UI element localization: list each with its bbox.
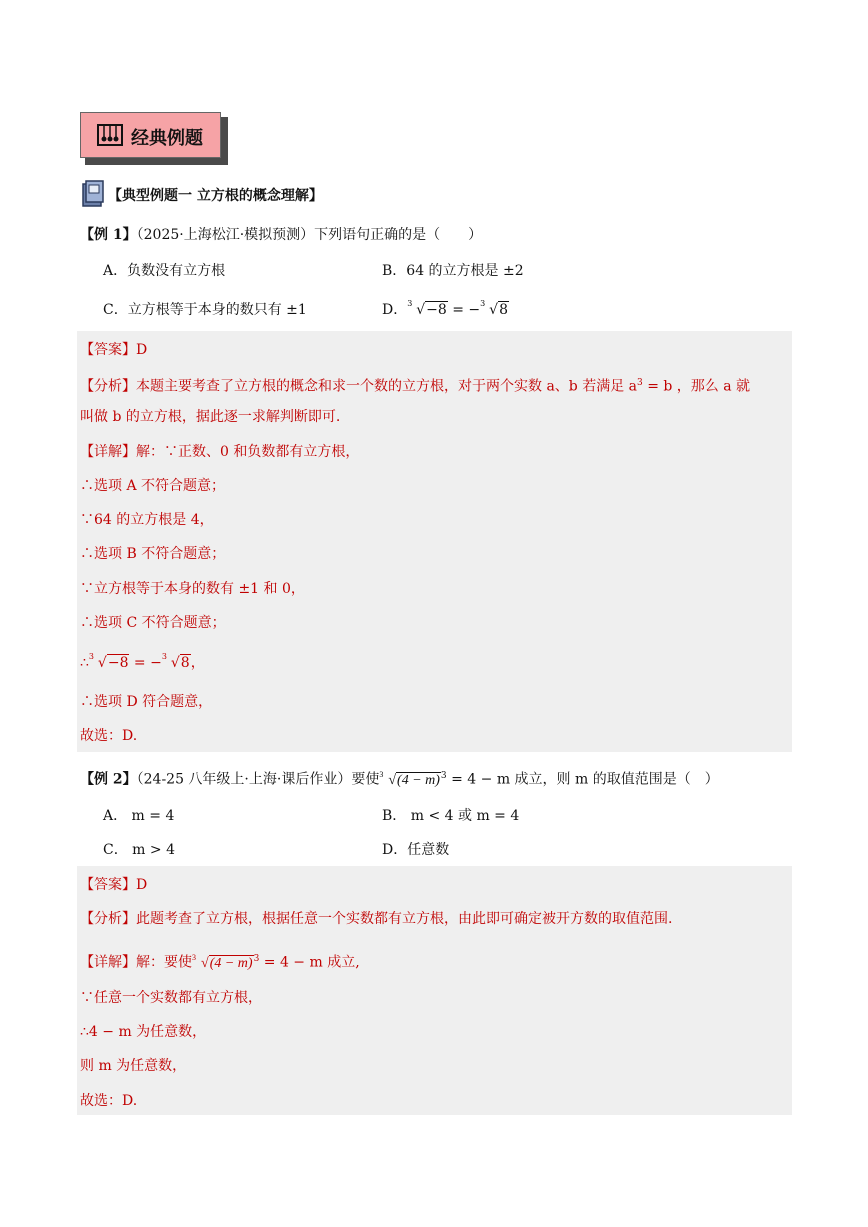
example1-question [80, 225, 482, 245]
example1-analysis-line2: 叫做 b 的立方根，据此逐一求解判断即可. [80, 409, 341, 425]
example2-option-b: B． m < 4 或 m = 4 [382, 808, 520, 824]
example2-detail-2: 则 m 为任意数， [80, 1058, 187, 1074]
example1-question-text: （2025·上海松江·模拟预测）下列语句正确的是（ ） [136, 227, 483, 243]
example1-option-c: C．立方根等于本身的数只有 ±1 [103, 302, 307, 318]
example2-question: 【例 2】（24-25 八年级上·上海·课后作业）要使 3 $√(4 - m)^3 = 4 - m$ 成立，则 m 的取值范围是（ ） [80, 769, 719, 788]
example1-detail-3: ∴选项 B 不符合题意； [80, 546, 226, 562]
example1-detail-0: 【详解】解：∵正数、0 和负数都有立方根， [80, 444, 360, 460]
example2-detail-1: ∴4 − m 为任意数， [80, 1024, 207, 1040]
example1-detail-2: ∵64 的立方根是 4， [80, 512, 214, 528]
badge-title: 经典例题 [131, 128, 203, 149]
example2-option-c: C． m > 4 [103, 842, 175, 858]
example1-analysis-line1: 【分析】本题主要考查了立方根的概念和求一个数的立方根，对于两个实数 a、b 若满足 $a^3 = b$ ，那么 a 就 [80, 378, 751, 395]
cube-root-expr: 3 √−8 [407, 299, 447, 318]
example1-detail-8: 故选：D. [80, 728, 138, 744]
example2-option-d: D．任意数 [382, 842, 450, 858]
newtons-cradle-icon [97, 124, 123, 150]
cube-root-expr: 3 √8 [480, 299, 509, 318]
example1-tag: 【例 1】 [80, 227, 137, 243]
example1-option-d: D． 3 √−8 = − 3 √8 [382, 299, 509, 318]
example2-detail-3: 故选：D. [80, 1093, 138, 1109]
example1-detail-6: ∴ 3 √−8 = − 3 √8， [80, 652, 205, 671]
example2-answer: 【答案】D [80, 877, 148, 893]
example1-detail-4: ∵立方根等于本身的数有 ±1 和 0， [80, 581, 305, 597]
example2-detail-0: ∵任意一个实数都有立方根， [80, 990, 262, 1006]
section-title: 【典型例题一 立方根的概念理解】 [108, 188, 323, 204]
example1-detail-7: ∴选项 D 符合题意， [80, 694, 213, 710]
example2-option-a: A． m = 4 [103, 808, 175, 824]
example1-answer: 【答案】D [80, 342, 148, 358]
example1-detail-5: ∴选项 C 不符合题意； [80, 615, 226, 631]
section-badge [80, 112, 221, 158]
option-d-label: D． [382, 302, 408, 318]
example1-option-a: A．负数没有立方根 [103, 263, 226, 279]
book-icon [81, 180, 105, 212]
example2-analysis: 【分析】此题考查了立方根，根据任意一个实数都有立方根，由此即可确定被开方数的取值范围. [80, 911, 673, 927]
example2-tag: 【例 2】 [80, 771, 137, 788]
example1-detail-1: ∴选项 A 不符合题意； [80, 478, 226, 494]
example1-option-b: B．64 的立方根是 ±2 [382, 263, 524, 279]
example2-detail-pre: 【详解】解：要使 3 $√(4 - m)^3 = 4 - m$ 成立, [80, 952, 360, 971]
